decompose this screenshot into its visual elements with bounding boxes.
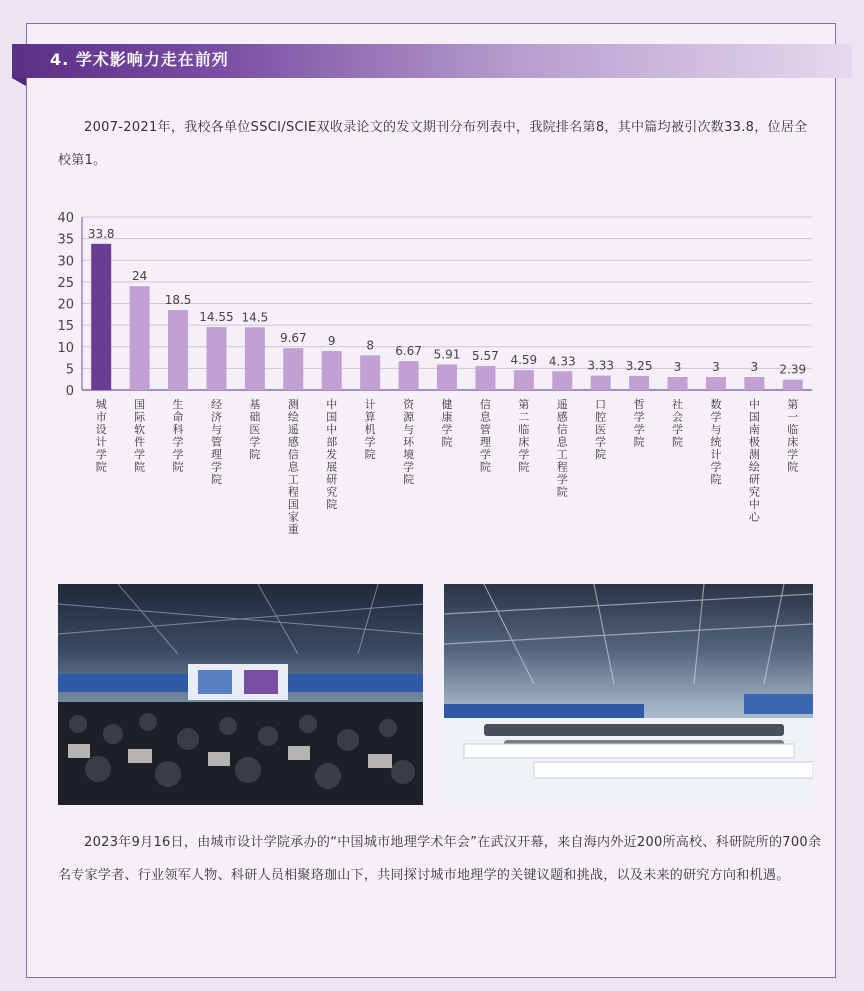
- chart-bar: [475, 366, 495, 390]
- y-tick-label: 5: [65, 362, 74, 378]
- chart-bar: [591, 376, 611, 390]
- bar-value-label: 3: [673, 360, 682, 375]
- chart-bar: [783, 380, 803, 390]
- x-category-label: 经济与管理学院: [210, 398, 222, 486]
- bar-value-label: 14.5: [241, 310, 269, 325]
- y-tick-label: 30: [57, 254, 74, 270]
- bar-value-label: 5.91: [433, 347, 461, 362]
- bar-value-label: 3: [712, 360, 720, 375]
- chart-bar: [437, 364, 457, 390]
- chart-bar: [552, 371, 572, 390]
- bar-value-label: 8: [366, 338, 374, 353]
- y-tick-label: 35: [57, 232, 74, 248]
- bar-value-label: 6.67: [395, 344, 422, 359]
- bar-value-label: 14.55: [199, 310, 234, 325]
- chart-bar: [91, 244, 111, 390]
- intro-paragraph: 2007-2021年，我校各单位SSCI/SCIE双收录论文的发文期刊分布列表中，我院排名第8，其中篇均被引次数33.8，位居全校第1。: [58, 120, 808, 168]
- conference-photo-audience: [58, 584, 423, 805]
- conference-photo-hall: [444, 584, 813, 805]
- chart-bar: [629, 376, 649, 390]
- bar-value-label: 4.59: [510, 353, 538, 368]
- x-category-label: 第一临床学院: [787, 398, 799, 474]
- x-category-label: 信息管理学院: [479, 398, 491, 474]
- x-category-label: 中国南极测绘研究中心: [748, 398, 760, 524]
- chart-bar: [322, 351, 342, 390]
- section-title: 4. 学术影响力走在前列: [50, 50, 229, 69]
- bar-value-label: 4.33: [548, 354, 576, 369]
- y-tick-label: 25: [57, 275, 74, 291]
- x-category-label: 社会学院: [672, 398, 684, 449]
- x-category-label: 生命科学学院: [172, 398, 184, 474]
- y-tick-label: 0: [65, 384, 74, 399]
- x-category-label: 口腔医学院: [595, 398, 607, 461]
- y-tick-label: 15: [57, 319, 74, 335]
- y-tick-label: 20: [57, 297, 74, 313]
- x-category-label: 哲学学院: [633, 398, 645, 449]
- chart-bar: [283, 348, 303, 390]
- x-category-label: 计算机学院: [364, 398, 376, 461]
- bar-value-label: 3: [750, 360, 759, 375]
- bar-value-label: 3.25: [625, 358, 653, 373]
- chart-bar: [245, 327, 265, 390]
- chart-bar: [168, 310, 188, 390]
- bar-value-label: 33.8: [87, 226, 115, 241]
- x-category-label: 测绘遥感信息工程国家重: [287, 398, 299, 536]
- bar-value-label: 9: [327, 334, 336, 349]
- bar-value-label: 18.5: [164, 292, 192, 307]
- x-category-label: 健康学院: [441, 398, 453, 449]
- bar-value-label: 24: [131, 269, 148, 284]
- chart-bar: [744, 377, 764, 390]
- chart-bar: [706, 377, 726, 390]
- chart-bar: [399, 361, 419, 390]
- x-category-label: 第二临床学院: [518, 398, 530, 474]
- bar-value-label: 2.39: [779, 362, 807, 377]
- chart-bar: [668, 377, 688, 390]
- x-category-label: 资源与环境学院: [403, 398, 415, 486]
- x-category-label: 城市设计学院: [95, 398, 107, 474]
- chart-bar: [360, 355, 380, 390]
- bar-value-label: 5.57: [472, 348, 499, 363]
- y-tick-label: 40: [57, 211, 74, 226]
- chart-bar: [514, 370, 534, 390]
- closing-paragraph: 2023年9月16日，由城市设计学院承办的“中国城市地理学术年会”在武汉开幕，来自海内外近200所高校、科研院所的700余名专家学者、行业领军人物、科研人员相聚珞珈山下，共同探讨城市地理学的关键议题和挑战，以及未来的研究方向和机遇。: [58, 835, 822, 883]
- x-category-label: 国际软件学院: [134, 398, 146, 474]
- bar-value-label: 3.33: [587, 358, 615, 373]
- header-fold-decoration: [12, 78, 26, 86]
- x-category-label: 中国中部发展研究院: [326, 398, 338, 511]
- chart-bar: [130, 286, 150, 390]
- chart-bar: [206, 327, 226, 390]
- y-tick-label: 10: [57, 340, 74, 356]
- citation-bar-chart: [40, 200, 830, 550]
- x-category-label: 遥感信息工程学院: [556, 398, 568, 499]
- bar-value-label: 9.67: [279, 331, 307, 346]
- x-category-label: 基础医学院: [249, 398, 261, 461]
- x-category-label: 数学与统计学院: [710, 398, 722, 486]
